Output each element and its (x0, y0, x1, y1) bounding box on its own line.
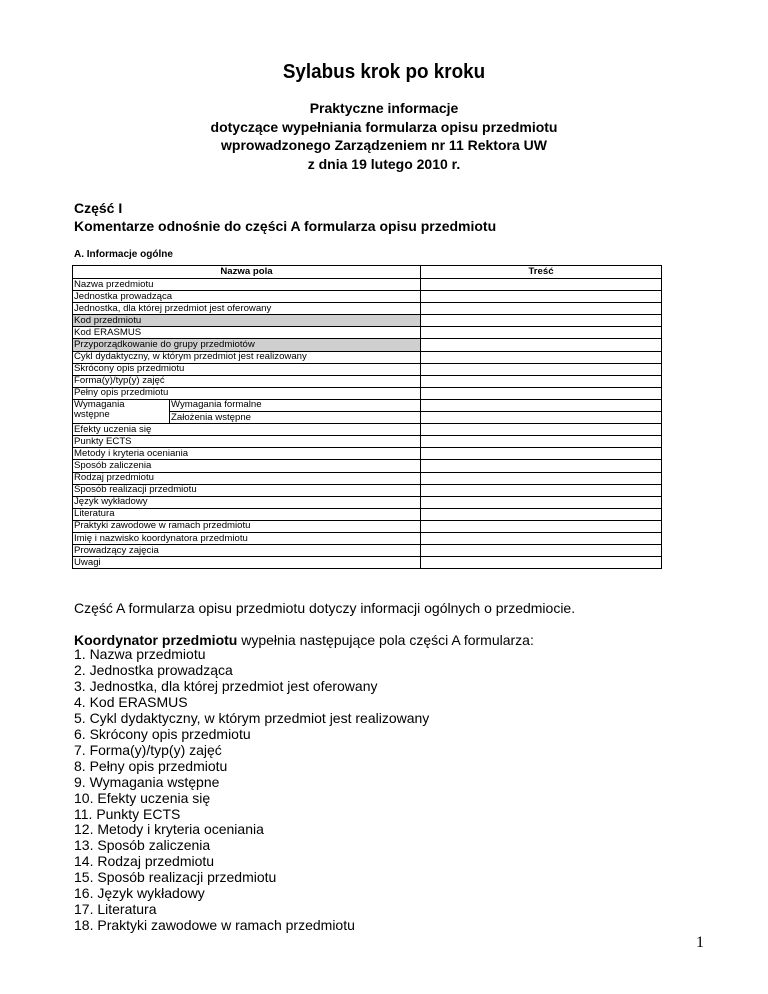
subtitle-line: wprowadzonego Zarządzeniem nr 11 Rektora UW (221, 137, 547, 153)
content-cell (421, 315, 662, 327)
list-item: 7. Forma(y)/typ(y) zajęć (74, 741, 222, 758)
table-row (73, 472, 662, 484)
field-name-cell: Literatura (73, 508, 421, 520)
field-name-cell: Praktyki zawodowe w ramach przedmiotu (73, 520, 421, 532)
table-row (73, 436, 662, 448)
content-cell (421, 472, 662, 484)
field-name-cell: Metody i kryteria oceniania (73, 448, 421, 460)
coordinator-rest: wypełnia następujące pola części A formularza: (237, 632, 534, 648)
section-a-title: A. Informacje ogólne (74, 249, 173, 260)
table-row (73, 520, 662, 532)
content-cell (421, 520, 662, 532)
list-item: 17. Literatura (74, 901, 157, 918)
field-name-cell: Pełny opis przedmiotu (73, 387, 421, 399)
table-row (73, 303, 662, 315)
content-cell (421, 399, 662, 411)
subtitle-line: z dnia 19 lutego 2010 r. (307, 155, 461, 172)
field-name-cell: Jednostka, dla której przedmiot jest oferowany (73, 303, 421, 315)
requirements-label-line: Wymagania (74, 399, 125, 410)
table-row (73, 327, 662, 339)
content-cell (421, 436, 662, 448)
list-item: 3. Jednostka, dla której przedmiot jest oferowany (74, 677, 378, 694)
table-row (73, 557, 662, 569)
list-item: 8. Pełny opis przedmiotu (74, 757, 228, 774)
form-fields-table (72, 265, 662, 569)
content-cell (421, 460, 662, 472)
header-field-name: Nazwa pola (73, 266, 421, 279)
list-item: 6. Skrócony opis przedmiotu (74, 725, 251, 742)
table-row (73, 508, 662, 520)
table-row (73, 484, 662, 496)
subtitle-line: dotyczące wypełniania formularza opisu przedmiotu (210, 118, 558, 135)
table-row (73, 448, 662, 460)
table-row (73, 315, 662, 327)
table-row (73, 375, 662, 387)
subtitle-line: Praktyczne informacje (309, 100, 459, 116)
field-name-cell: Forma(y)/typ(y) zajęć (73, 375, 421, 387)
list-item: 18. Praktyki zawodowe w ramach przedmiotu (74, 917, 355, 934)
field-name-cell: Sposób zaliczenia (73, 460, 421, 472)
requirements-sub-formal: Wymagania formalne (170, 399, 421, 411)
field-name-cell: Uwagi (73, 557, 421, 569)
content-cell (421, 412, 662, 424)
list-item: 1. Nazwa przedmiotu (74, 646, 206, 662)
list-item: 9. Wymagania wstępne (74, 773, 220, 790)
content-cell (421, 545, 662, 557)
content-cell (421, 363, 662, 375)
table-row (73, 424, 662, 436)
table-header-row (73, 266, 662, 279)
list-item: 11. Punkty ECTS (74, 805, 181, 822)
table-row (73, 496, 662, 508)
table-row (73, 460, 662, 472)
content-cell (421, 303, 662, 315)
field-name-cell: Sposób realizacji przedmiotu (73, 484, 421, 496)
content-cell (421, 448, 662, 460)
field-name-cell: Jednostka prowadząca (73, 291, 421, 303)
list-item: 16. Język wykładowy (74, 885, 205, 902)
requirements-label (73, 399, 170, 423)
content-cell (421, 532, 662, 544)
field-name-cell: Przyporządkowanie do grupy przedmiotów (73, 339, 421, 351)
content-cell (421, 351, 662, 363)
content-cell (421, 484, 662, 496)
list-item: 15. Sposób realizacji przedmiotu (74, 869, 277, 886)
table-row (73, 291, 662, 303)
field-name-cell: Rodzaj przedmiotu (73, 472, 421, 484)
field-name-cell: Kod przedmiotu (73, 315, 421, 327)
page-number: 1 (696, 934, 704, 951)
table-row (73, 387, 662, 399)
field-name-cell: Język wykładowy (73, 496, 421, 508)
coordinator-bold: Koordynator przedmiotu (74, 632, 238, 648)
list-item: 4. Kod ERASMUS (74, 693, 188, 710)
field-name-cell: Punkty ECTS (73, 436, 421, 448)
list-item: 5. Cykl dydaktyczny, w którym przedmiot jest realizowany (74, 709, 430, 726)
content-cell (421, 424, 662, 436)
table-row (73, 351, 662, 363)
content-cell (421, 327, 662, 339)
content-cell (421, 508, 662, 520)
list-item: 10. Efekty uczenia się (74, 789, 211, 806)
list-item: 13. Sposób zaliczenia (74, 837, 211, 854)
table-row (73, 532, 662, 544)
list-item: 12. Metody i kryteria oceniania (74, 821, 264, 838)
content-cell (421, 375, 662, 387)
field-name-cell: Cykl dydaktyczny, w którym przedmiot jest realizowany (73, 351, 421, 363)
field-name-cell: Prowadzący zajęcia (73, 545, 421, 557)
document-title: Sylabus krok po kroku (282, 60, 486, 83)
list-item: 14. Rodzaj przedmiotu (74, 853, 215, 870)
part-title: Komentarze odnośnie do części A formularza opisu przedmiotu (74, 218, 497, 234)
table-row (73, 363, 662, 375)
part-label: Część I (74, 200, 123, 216)
requirements-label-line: wstępne (74, 408, 110, 420)
field-name-cell: Nazwa przedmiotu (73, 279, 421, 291)
table-row (73, 339, 662, 351)
field-name-cell: Kod ERASMUS (73, 327, 421, 339)
intro-paragraph: Część A formularza opisu przedmiotu dotyczy informacji ogólnych o przedmiocie. (74, 600, 576, 616)
table-row (73, 399, 662, 411)
header-content: Treść (421, 266, 662, 279)
field-name-cell: Efekty uczenia się (73, 424, 421, 436)
field-name-cell: Skrócony opis przedmiotu (73, 363, 421, 375)
requirements-sub-assumptions: Założenia wstępne (170, 412, 421, 424)
content-cell (421, 387, 662, 399)
table-row (73, 545, 662, 557)
content-cell (421, 291, 662, 303)
document-subtitle (0, 99, 768, 173)
part-heading (74, 199, 496, 235)
content-cell (421, 339, 662, 351)
content-cell (421, 279, 662, 291)
coordinator-fields-list (74, 647, 429, 934)
list-item: 2. Jednostka prowadząca (74, 661, 233, 678)
field-name-cell: Imię i nazwisko koordynatora przedmiotu (73, 532, 421, 544)
content-cell (421, 496, 662, 508)
content-cell (421, 557, 662, 569)
table-row (73, 279, 662, 291)
